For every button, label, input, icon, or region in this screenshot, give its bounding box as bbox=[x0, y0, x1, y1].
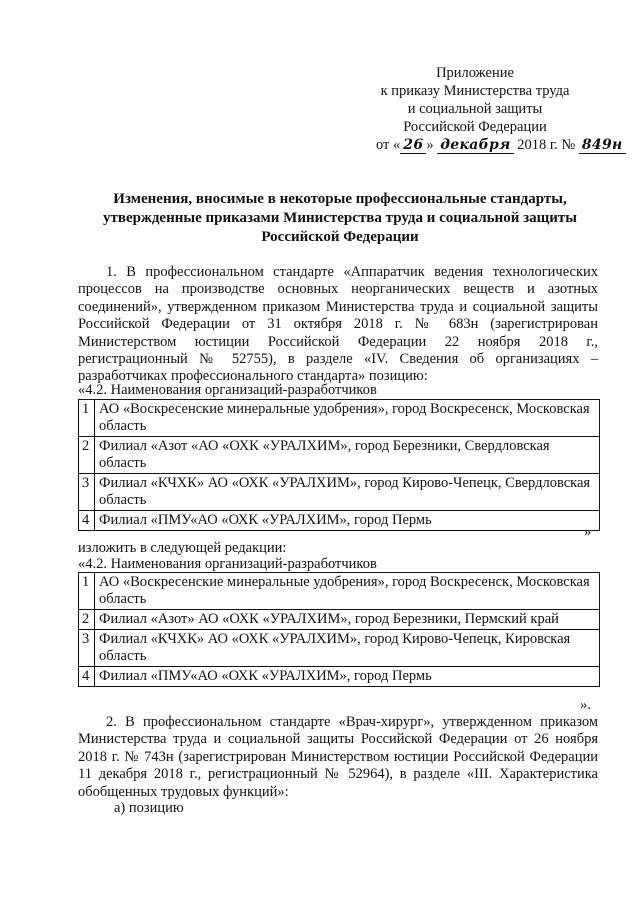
table-row bbox=[79, 400, 600, 437]
table-row bbox=[79, 511, 600, 531]
title-line-3: Российской Федерации bbox=[261, 229, 419, 245]
new-quote-close: ». bbox=[580, 697, 591, 713]
org-name: Филиал «КЧХК» АО «ОХК «УРАЛХИМ», город Кирово-Чепецк, Кировская область bbox=[95, 630, 600, 667]
row-number: 1 bbox=[79, 573, 95, 610]
table-row bbox=[79, 667, 600, 687]
sub-item-a: а) позицию bbox=[114, 800, 184, 816]
org-name: Филиал «Азот «АО «ОХК «УРАЛХИМ», город Березники, Свердловская область bbox=[95, 437, 600, 474]
order-date-line bbox=[330, 136, 623, 154]
org-name: АО «Воскресенские минеральные удобрения», город Воскресенск, Московская область bbox=[95, 573, 600, 610]
old-organizations-table bbox=[78, 399, 600, 531]
handwritten-day: 26 bbox=[400, 137, 426, 154]
old-quote-close: » bbox=[584, 524, 592, 540]
org-name: Филиал «ПМУ«АО «ОХК «УРАЛХИМ», город Пермь bbox=[95, 511, 600, 531]
paragraph-2: 2. В профессиональном стандарте «Врач-хирург», утвержденном приказом Министерства труда и социальной защиты Российской Федерации от 26 ноября 2018 г. № 743н (зарегистрирован Министерством юстиции Российской Федерации 11 декабря 2018 г., регистрационный № 52964), в разделе «III. Характеристика обобщенных трудовых функций»: bbox=[78, 714, 598, 800]
row-number: 2 bbox=[79, 437, 95, 474]
new-table-label: «4.2. Наименования организаций-разработчиков bbox=[78, 556, 377, 572]
appendix-line-2: к приказу Министерства труда bbox=[380, 83, 570, 99]
org-name: Филиал «КЧХК» АО «ОХК «УРАЛХИМ», город Кирово-Чепецк, Свердловская область bbox=[95, 474, 600, 511]
row-number: 3 bbox=[79, 630, 95, 667]
appendix-line-1: Приложение bbox=[436, 65, 514, 81]
document-title bbox=[80, 190, 600, 247]
appendix-line-3: и социальной защиты bbox=[407, 101, 543, 117]
title-line-1: Изменения, вносимые в некоторые профессиональные стандарты, bbox=[113, 191, 567, 207]
appendix-line-4: Российской Федерации bbox=[403, 119, 547, 135]
table-row bbox=[79, 610, 600, 630]
title-line-2: утвержденные приказами Министерства труда и социальной защиты bbox=[102, 210, 578, 226]
handwritten-order-number: 849н bbox=[579, 137, 626, 154]
appendix-header bbox=[330, 64, 623, 154]
date-mid: » bbox=[426, 137, 438, 153]
org-name: Филиал «Азот» АО «ОХК «УРАЛХИМ», город Березники, Пермский край bbox=[95, 610, 600, 630]
table-row bbox=[79, 437, 600, 474]
org-name: Филиал «ПМУ«АО «ОХК «УРАЛХИМ», город Пермь bbox=[95, 667, 600, 687]
paragraph-1: 1. В профессиональном стандарте «Аппаратчик ведения технологических процессов на производстве основных неорганических веществ и азотных соединений», утвержденном приказом Министерства труда и социальной защиты Российской Федерации от 31 октября 2018 г. № 683н (зарегистрирован Министерством юстиции Российской Федерации 22 ноября 2018 г., регистрационный № 52755), в разделе «IV. Сведения об организациях – разработчиках профессионального стандарта» позицию: bbox=[78, 264, 598, 385]
row-number: 1 bbox=[79, 400, 95, 437]
table-row bbox=[79, 630, 600, 667]
org-name: АО «Воскресенские минеральные удобрения», город Воскресенск, Московская область bbox=[95, 400, 600, 437]
row-number: 4 bbox=[79, 667, 95, 687]
old-table-label: «4.2. Наименования организаций-разработчиков bbox=[78, 382, 377, 398]
replace-instruction: изложить в следующей редакции: bbox=[78, 540, 287, 556]
year-suffix: 2018 г. № bbox=[513, 137, 579, 153]
new-organizations-table bbox=[78, 572, 600, 687]
table-row bbox=[79, 573, 600, 610]
row-number: 2 bbox=[79, 610, 95, 630]
row-number: 4 bbox=[79, 511, 95, 531]
table-row bbox=[79, 474, 600, 511]
handwritten-month: декабря bbox=[437, 137, 513, 154]
row-number: 3 bbox=[79, 474, 95, 511]
date-prefix: от « bbox=[376, 137, 401, 153]
